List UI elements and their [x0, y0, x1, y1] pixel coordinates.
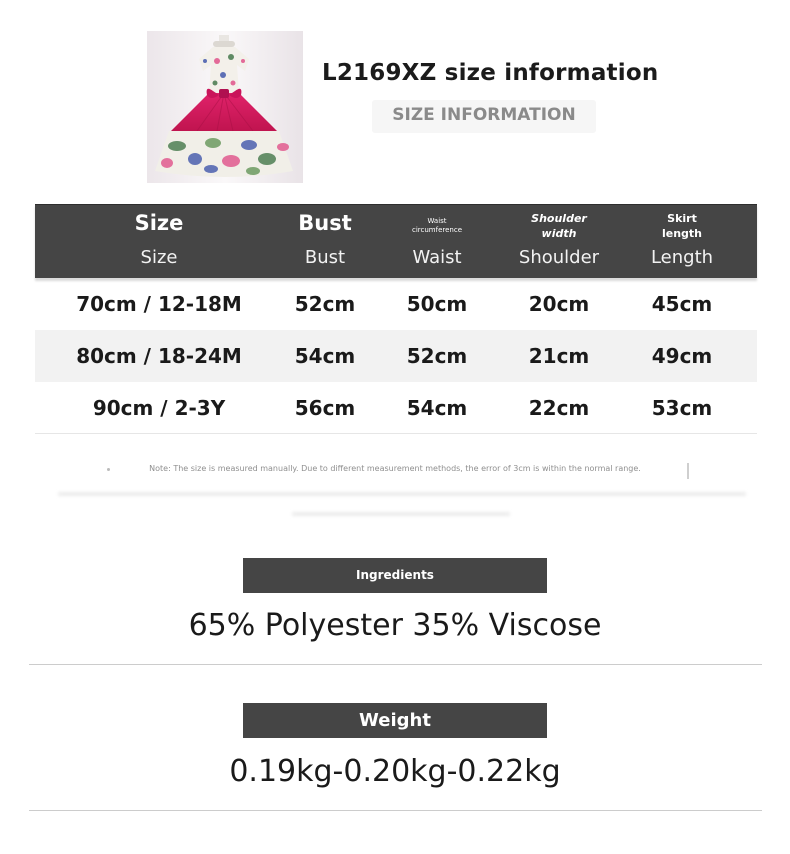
ingredients-label: Ingredients: [243, 558, 547, 593]
faded-text-line: [58, 492, 746, 496]
table-cell: 49cm: [651, 344, 713, 368]
table-cell: 50cm: [406, 292, 468, 316]
table-cell: 21cm: [528, 344, 590, 368]
size-table: [35, 204, 757, 434]
measurement-note: Note: The size is measured manually. Due to different measurement methods, the error of 3cm is within the normal range.: [149, 464, 641, 473]
column-header-shoulder: Shoulder width Shoulder: [518, 212, 600, 268]
section-divider: [29, 810, 762, 811]
section-subtitle: SIZE INFORMATION: [372, 100, 596, 133]
table-cell: 54cm: [294, 344, 356, 368]
table-cell: 56cm: [294, 396, 356, 420]
divider-mark: [687, 463, 689, 479]
table-cell: 53cm: [651, 396, 713, 420]
column-header-bust: Bust Bust: [298, 211, 352, 268]
table-row: [35, 382, 757, 434]
page-title: L2169XZ size information: [322, 60, 659, 86]
table-cell: 45cm: [651, 292, 713, 316]
table-cell: 22cm: [528, 396, 590, 420]
column-header-length: Skirt length Length: [650, 212, 714, 268]
column-header-waist: Waist circumference Waist: [411, 217, 462, 268]
table-cell: 54cm: [406, 396, 468, 420]
weight-value: 0.19kg-0.20kg-0.22kg: [229, 754, 561, 789]
table-body: [35, 278, 757, 434]
product-image: [147, 31, 303, 183]
table-cell: 52cm: [294, 292, 356, 316]
column-header-size: Size Size: [134, 211, 184, 268]
table-cell: 20cm: [528, 292, 590, 316]
table-cell: 70cm / 12-18M: [76, 292, 242, 316]
faded-text-line: [292, 512, 510, 516]
table-cell: 90cm / 2-3Y: [92, 396, 226, 420]
dress-photo-icon: [147, 31, 303, 183]
weight-label: Weight: [243, 703, 547, 738]
table-row: [35, 278, 757, 330]
table-header: [35, 204, 757, 278]
ingredients-value: 65% Polyester 35% Viscose: [188, 608, 602, 643]
table-cell: 80cm / 18-24M: [76, 344, 242, 368]
table-row: [35, 330, 757, 382]
section-divider: [29, 664, 762, 665]
table-cell: 52cm: [406, 344, 468, 368]
